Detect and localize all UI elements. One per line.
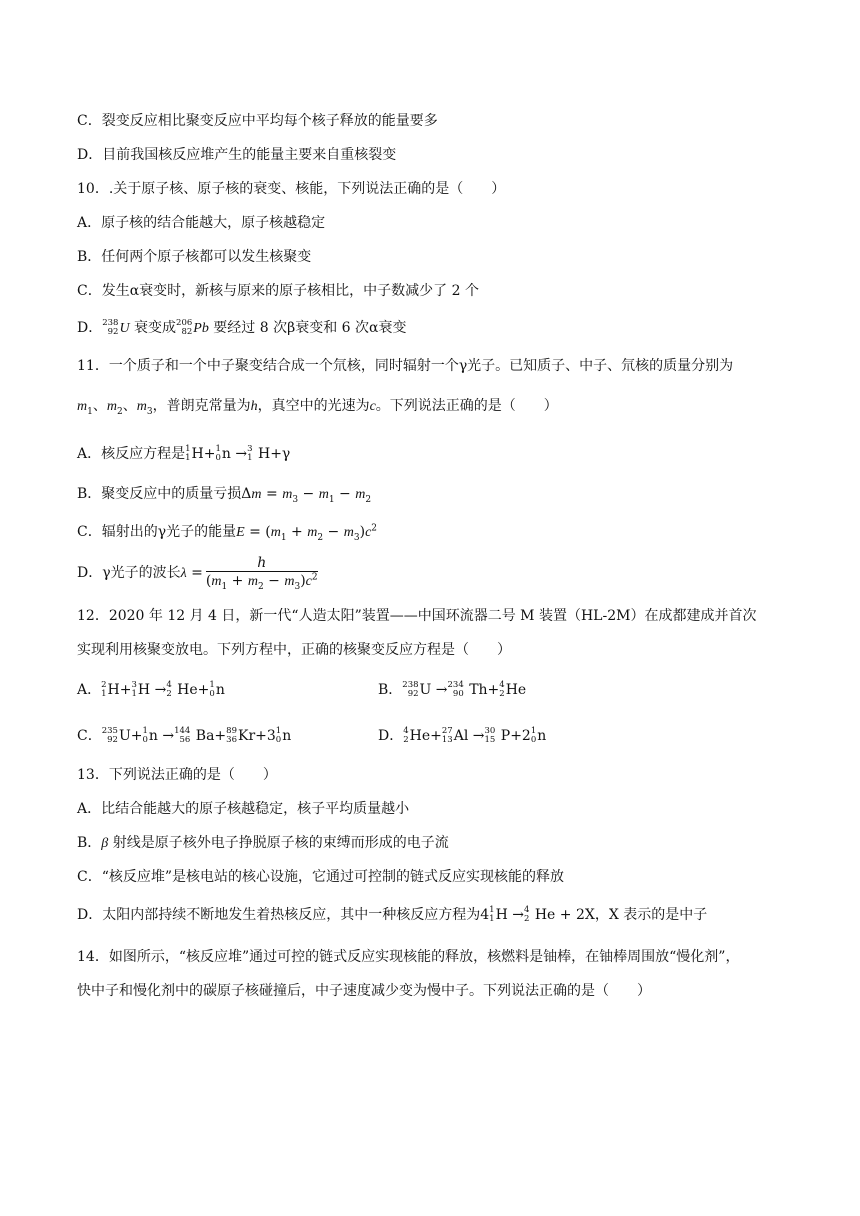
q10-stem: 10．.关于原子核、原子核的衰变、核能，下列说法正确的是（ ） <box>77 181 506 197</box>
q11-option-a: A．核反应方程是 1 1 H+ 1 0 n → 3 1 H+γ <box>77 444 291 463</box>
option-letter: C． <box>77 728 102 744</box>
q13-option-c: C．“核反应堆”是核电站的核心设施，它通过可控制的链式反应实现核能的释放 <box>77 869 565 885</box>
q12-option-c: C． 235 92 U+ 1 0 n → 144 56 Ba+ 89 36 Kr+3 1 0 n <box>77 726 292 745</box>
q10-option-d: D． 238 92 U 衰变成 206 82 Pb 要经过 8 次β衰变和 6 次α衰变 <box>77 318 407 337</box>
option-text: ，X 表示的是中子 <box>594 907 708 923</box>
q10-option-b: B．任何两个原子核都可以发生核聚变 <box>77 249 312 265</box>
stem-text: 。下列说法正确的是（ ） <box>375 398 558 414</box>
q12-option-d: D． 4 2 He+ 27 13 Al → 30 15 P+2 1 0 n <box>378 726 547 745</box>
q13-option-d: D．太阳内部持续不断地发生着热核反应，其中一种核反应方程为4 1 1 H → 4 2 He + 2X，X 表示的是中子 <box>77 905 708 924</box>
q11-option-c: C．辐射出的γ光子的能量$E = (m_1 + m_2 - m_3)c^2$ <box>77 523 378 543</box>
q12-option-a: A． 2 1 H+ 3 1 H → 4 2 He+ 1 0 n <box>77 680 225 699</box>
q12-stem-line2: 实现利用核聚变放电。下列方程中，正确的核聚变反应方程是（ ） <box>77 642 511 658</box>
stem-text: ，真空中的光速为 <box>257 398 370 414</box>
q14-stem-line1: 14．如图所示，“核反应堆”通过可控的链式反应实现核能的释放，核燃料是铀棒，在铀棒周围放“慢化剂”， <box>77 949 740 965</box>
q13-stem: 13．下列说法正确的是（ ） <box>77 767 277 783</box>
q9-option-c: C．裂变反应相比聚变反应中平均每个核子释放的能量要多 <box>77 113 438 129</box>
q13-option-b: B．β 射线是原子核外电子挣脱原子核的束缚而形成的电子流 <box>77 835 449 851</box>
q13-option-a: A．比结合能越大的原子核越稳定，核子平均质量越小 <box>77 801 410 817</box>
option-text: 要经过 8 次β衰变和 6 次α衰变 <box>213 320 407 336</box>
option-text: A．核反应方程是 <box>77 446 186 462</box>
q11-option-b: B．聚变反应中的质量亏损$\Delta m = m_3 - m_1 - m_2$ <box>77 486 372 505</box>
q10-option-a: A．原子核的结合能越大，原子核越稳定 <box>77 215 326 231</box>
option-text: D．太阳内部持续不断地发生着热核反应，其中一种核反应方程为 <box>77 907 481 923</box>
q12-option-b: B． 238 92 U → 234 90 Th+ 4 2 He <box>378 680 527 699</box>
q14-stem-line2: 快中子和慢化剂中的碳原子核碰撞后，中子速度减少变为慢中子。下列说法正确的是（ ） <box>77 983 651 999</box>
option-letter: B． <box>378 682 403 698</box>
q12-stem-line1: 12．2020 年 12 月 4 日，新一代“人造太阳”装置——中国环流器二号 M 装置（HL-2M）在成都建成并首次 <box>77 608 757 624</box>
option-text: 射线是原子核外电子挣脱原子核的束缚而形成的电子流 <box>112 835 449 851</box>
option-letter: A． <box>77 682 102 698</box>
option-letter: D． <box>378 728 404 744</box>
q10-option-c: C．发生α衰变时，新核与原来的原子核相比，中子数减少了 2 个 <box>77 283 479 299</box>
wavelength-fraction: $\frac{h}{(m_1 + m_2 - m_3)c^2}$ <box>205 555 318 592</box>
option-text: 衰变成 <box>134 320 177 336</box>
q9-option-d: D．目前我国核反应堆产生的能量主要来自重核裂变 <box>77 147 397 163</box>
option-text: D．γ光子的波长 <box>77 565 181 581</box>
q11-option-d: D．γ光子的波长λ = $\frac{h}{(m_1 + m_2 - m_3)c^2}$ <box>77 555 318 592</box>
option-letter: D． <box>77 320 103 336</box>
q11-stem-line1: 11．一个质子和一个中子聚变结合成一个氘核，同时辐射一个γ光子。已知质子、中子、氘核的质量分别为 <box>77 358 734 374</box>
q11-stem-line2: $m_1$、$m_2$、$m_3$，普朗克常量为h，真空中的光速为c。下列说法正确的是（ ） <box>77 398 558 417</box>
option-text: B．聚变反应中的质量亏损 <box>77 486 242 502</box>
option-text: C．辐射出的γ光子的能量 <box>77 524 237 540</box>
stem-text: ，普朗克常量为 <box>152 398 251 414</box>
